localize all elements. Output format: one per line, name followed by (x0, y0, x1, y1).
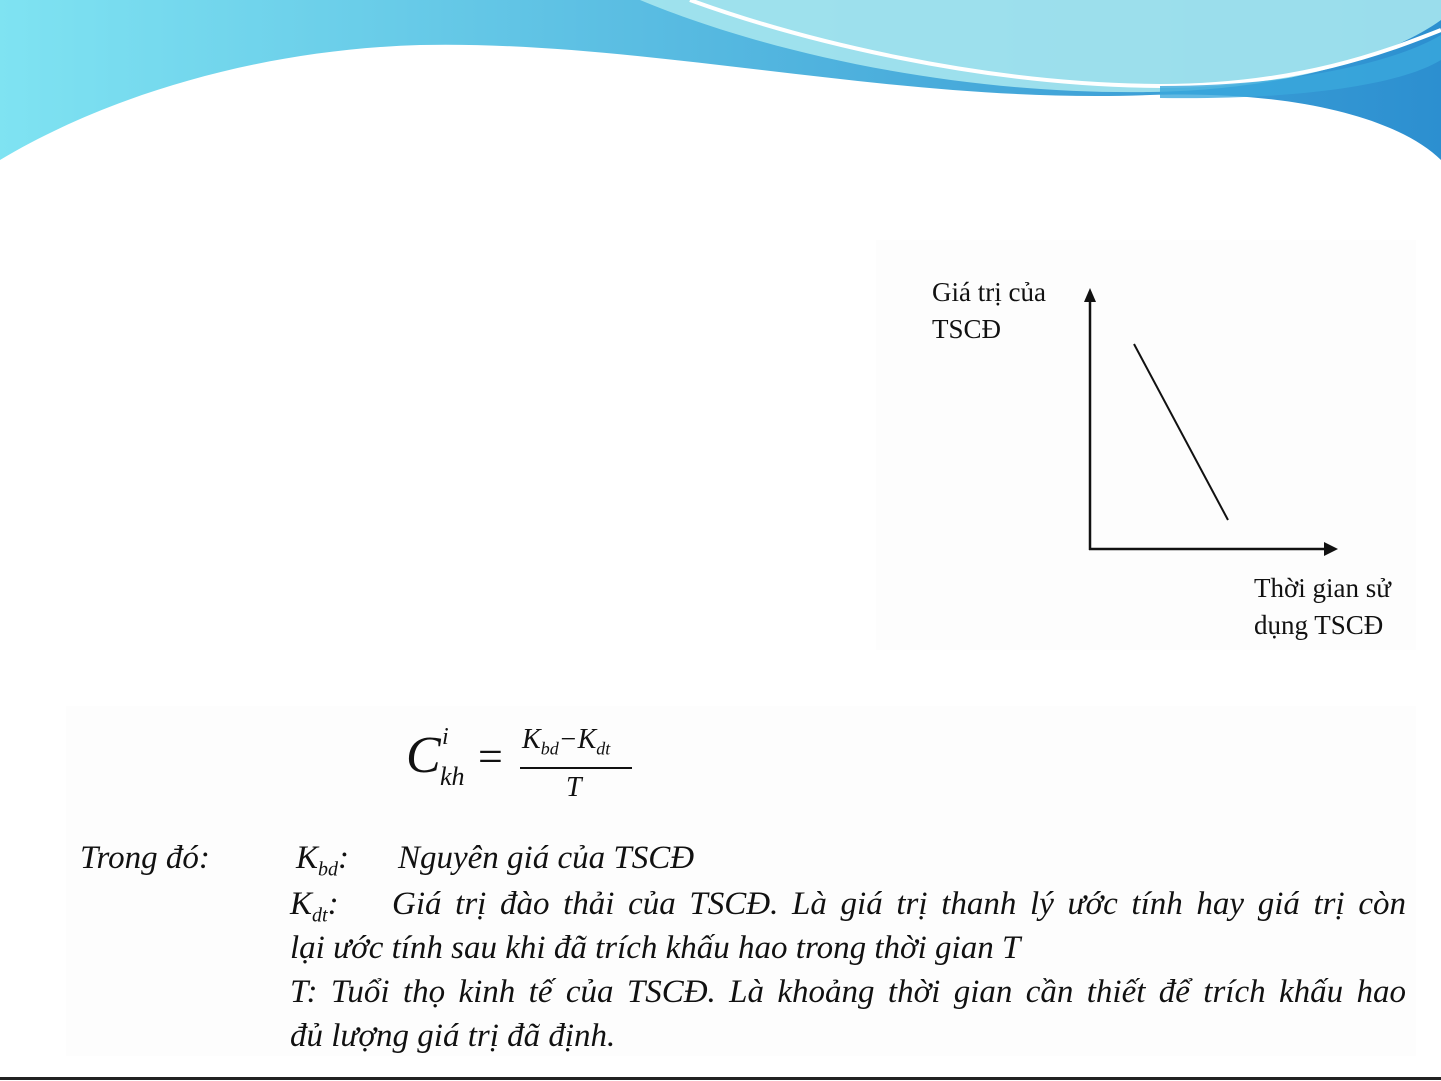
legend-kdt-text-cont: lại ước tính sau khi đã trích khấu hao trong thời gian T (290, 930, 1021, 966)
formula-numerator (522, 724, 610, 760)
x-axis-arrow (1324, 542, 1338, 556)
kdt-k: K (290, 886, 313, 922)
legend-t-text: T: Tuổi thọ kinh tế của TSCĐ. Là khoảng thời gian cần thiết để trích khấu hao (290, 974, 1406, 1010)
formula-lhs-subscript: kh (440, 762, 465, 791)
kdt-colon: : (327, 886, 339, 922)
y-axis-label-line-2: TSCĐ (932, 314, 1002, 344)
formula-lhs: C (406, 727, 441, 784)
legend-kdt-symbol (290, 886, 339, 928)
numerator-k1-sub: bd (540, 738, 559, 759)
formula-lhs-superscript: i (442, 724, 449, 750)
numerator-minus: − (558, 724, 578, 755)
header-wave-decoration (0, 0, 1441, 170)
kbd-sub: bd (318, 858, 339, 881)
numerator-k2: K (577, 724, 597, 755)
y-axis-label (932, 274, 1092, 348)
numerator-k2-sub: dt (596, 738, 611, 759)
formula-section (66, 706, 1416, 1056)
fraction-bar (520, 767, 632, 769)
legend-heading: Trong đó: (80, 840, 210, 876)
depreciation-line (1134, 344, 1228, 520)
x-axis-label-line-2: dụng TSCĐ (1254, 610, 1384, 640)
kbd-k: K (296, 840, 319, 876)
formula-denominator: T (566, 772, 582, 803)
kdt-sub: dt (312, 904, 328, 927)
y-axis-label-line-1: Giá trị của (932, 277, 1046, 307)
depreciation-graph (876, 240, 1416, 650)
legend-kbd-symbol (296, 840, 349, 882)
x-axis-label (1254, 570, 1414, 644)
bottom-border (0, 1077, 1441, 1080)
legend-kbd-text: Nguyên giá của TSCĐ (398, 840, 695, 876)
formula-equals: = (478, 732, 503, 781)
kbd-colon: : (338, 840, 350, 876)
legend-kdt-text: Giá trị đào thải của TSCĐ. Là giá trị thanh lý ước tính hay giá trị còn (392, 886, 1406, 922)
legend-t-text-cont: đủ lượng giá trị đã định. (290, 1018, 616, 1054)
numerator-k1: K (522, 724, 541, 755)
x-axis-label-line-1: Thời gian sử (1254, 573, 1391, 603)
